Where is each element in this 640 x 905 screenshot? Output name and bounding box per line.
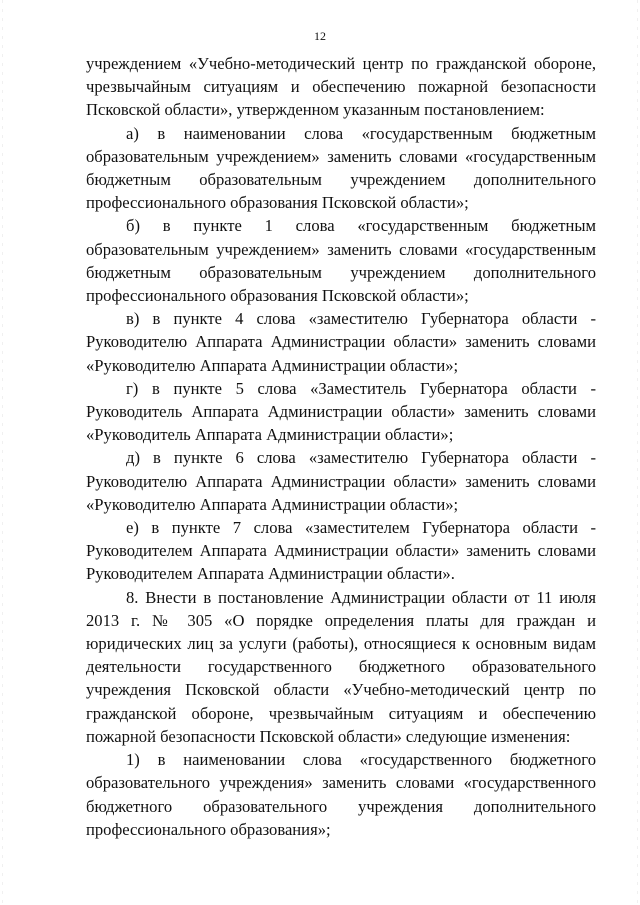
paragraph-item-d: д) в пункте 6 слова «заместителю Губернатора области - Руководителю Аппарата Администрации области» заменить словами «Руководителю Аппарата Администрации области»; [86,448,596,514]
paragraph-item-1: 1) в наименовании слова «государственного бюджетного образовательного учреждения» заменить словами «государственного бюджетного образовательного учреждения дополнительного профессионального образования»; [86,750,596,839]
paragraph-item-b: б) в пункте 1 слова «государственным бюджетным образовательным учреждением» заменить словами «государственным бюджетным образовательным учреждением дополнительного профессионального образования Псковской области»; [86,216,596,306]
paragraph-item-g: г) в пункте 5 слова «Заместитель Губернатора области - Руководитель Аппарата Администрации области» заменить словами «Руководитель Аппарата Администрации области»; [86,378,596,445]
paragraph-continuation: учреждением «Учебно-методический центр по гражданской обороне, чрезвычайным ситуациям и обеспечению пожарной безопасности Псковской области», утвержденном указанным постановлением: [86,54,596,120]
paragraph-section-8: 8. Внести в постановление Администрации области от 11 июля 2013 г. № 305 «О порядке определения платы для граждан и юридических лиц за услуги (работы), относящиеся к основным видам деятельности государственного бюджетного образовательного учреждения Псковской области «Учебно-методический центр по гражданской обороне, чрезвычайным ситуациям и обеспечению пожарной безопасности Псковской области» следующие изменения: [86,587,596,746]
paragraph-item-v: в) в пункте 4 слова «заместителю Губернатора области - Руководителю Аппарата Администрации области» заменить словами «Руководителю Аппарата Администрации области»; [86,309,596,375]
scan-edge-right [637,0,638,905]
paragraph-item-e: е) в пункте 7 слова «заместителем Губернатора области - Руководителем Аппарата Администрации области» заменить словами Руководителем Аппарата Администрации области». [86,518,596,584]
document-body [86,52,596,841]
paragraph-item-a: а) в наименовании слова «государственным бюджетным образовательным учреждением» заменить словами «государственным бюджетным образовательным учреждением дополнительного профессионального образования Псковской области»; [86,123,596,213]
scan-edge-left [2,0,3,905]
page-number: 12 [314,29,326,43]
